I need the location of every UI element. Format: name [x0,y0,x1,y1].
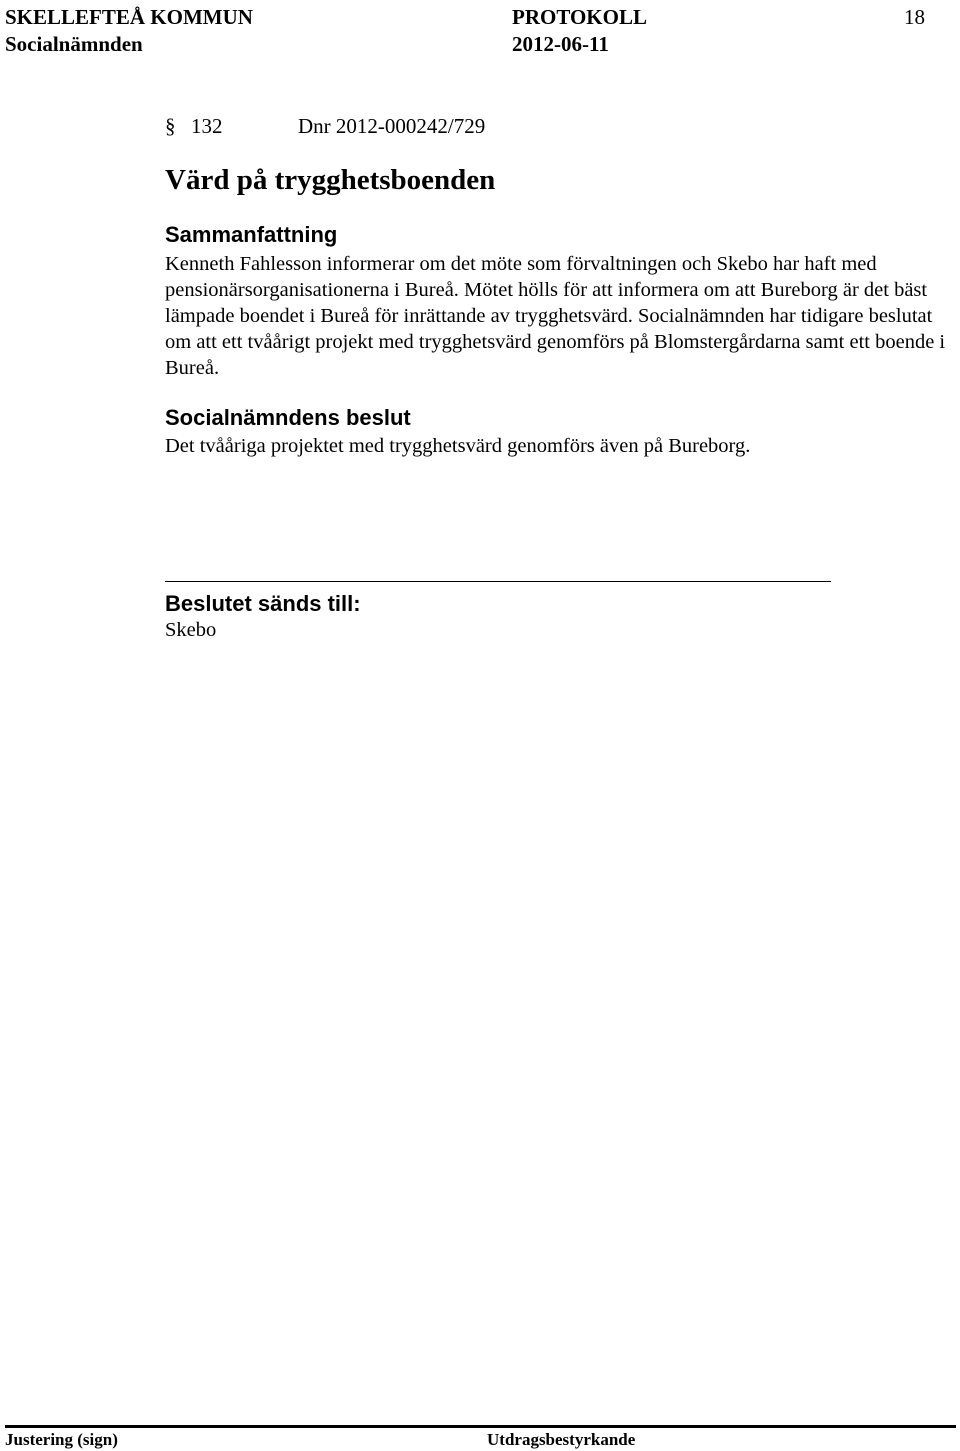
header-page-number: 18 [904,5,925,29]
signature-line [165,581,831,582]
section-symbol: § [165,114,176,138]
footer-utdragsbestyrkande: Utdragsbestyrkande [487,1430,636,1449]
section-number: 132 [191,114,223,138]
summary-text: Kenneth Fahlesson informerar om det möte som förvaltningen och Skebo har haft med pensionärsorganisationerna i Bureå. Mötet hölls för att informera om att Bureborg är det bäst lämpade boendet i Bureå för inrättande av trygghetsvärd. Socialnämnden har tidigare beslutat om att ett tvåårigt projekt med trygghetsvärd genomförs på Blomstergårdarna samt ett boende i Bureå. [165,253,946,379]
decision-text: Det tvååriga projektet med trygghetsvärd genomförs även på Bureborg. [165,435,751,457]
send-to-recipient: Skebo [165,619,217,641]
summary-heading: Sammanfattning [165,222,338,247]
header-organization: SKELLEFTEÅ KOMMUN [5,5,253,29]
footer-justering: Justering (sign) [5,1430,118,1449]
section-reference [165,113,485,139]
page-title: Värd på trygghetsboenden [165,164,496,196]
footer-divider [5,1425,956,1428]
header-department: Socialnämnden [5,32,143,56]
header-date: 2012-06-11 [512,32,609,56]
send-to-heading: Beslutet sänds till: [165,591,361,616]
decision-heading: Socialnämndens beslut [165,405,411,430]
dnr-number: Dnr 2012-000242/729 [298,114,486,138]
header-document-type: PROTOKOLL [512,5,647,29]
